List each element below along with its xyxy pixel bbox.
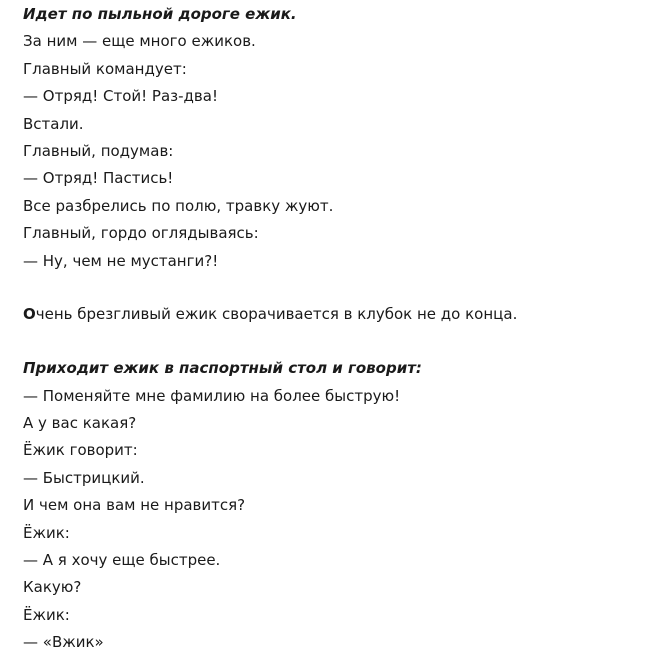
joke-paragraph-text: чень брезгливый ежик сворачивается в клубок не до конца. — [35, 305, 518, 324]
joke-line: Какую? — [23, 578, 82, 597]
joke-line: — Отряд! Стой! Раз-два! — [23, 87, 218, 106]
paragraph-gap — [23, 329, 643, 356]
joke-line: А у вас какая? — [23, 414, 137, 433]
joke-line: Главный, подумав: — [23, 141, 174, 160]
joke-line: Все разбрелись по полю, травку жуют. — [23, 196, 334, 215]
drop-letter: О — [23, 305, 36, 324]
joke-line: За ним — еще много ежиков. — [23, 32, 256, 51]
joke-paragraph — [23, 301, 643, 328]
joke-heading: Идет по пыльной дороге ежик. — [23, 5, 297, 23]
joke-line: Ёжик говорит: — [23, 441, 138, 460]
joke-line: — А я хочу еще быстрее. — [23, 551, 221, 570]
joke-line: — Ну, чем не мустанги?! — [23, 251, 219, 270]
paragraph-gap — [23, 275, 643, 302]
joke-line: — Отряд! Пастись! — [23, 169, 174, 188]
joke-line: Встали. — [23, 114, 84, 133]
joke-line: И чем она вам не нравится? — [23, 496, 246, 515]
joke-line: — Поменяйте мне фамилию на более быструю! — [23, 386, 401, 405]
article-body — [23, 0, 643, 657]
joke-line: Главный командует: — [23, 59, 187, 78]
joke-line: Ёжик: — [23, 605, 70, 624]
joke-line: Главный, гордо оглядываясь: — [23, 224, 259, 243]
joke-line: — «Вжик» — [23, 633, 104, 652]
joke-line: Ёжик: — [23, 523, 70, 542]
joke-heading: Приходит ежик в паспортный стол и говорит: — [23, 359, 422, 378]
joke-line: — Быстрицкий. — [23, 468, 145, 487]
